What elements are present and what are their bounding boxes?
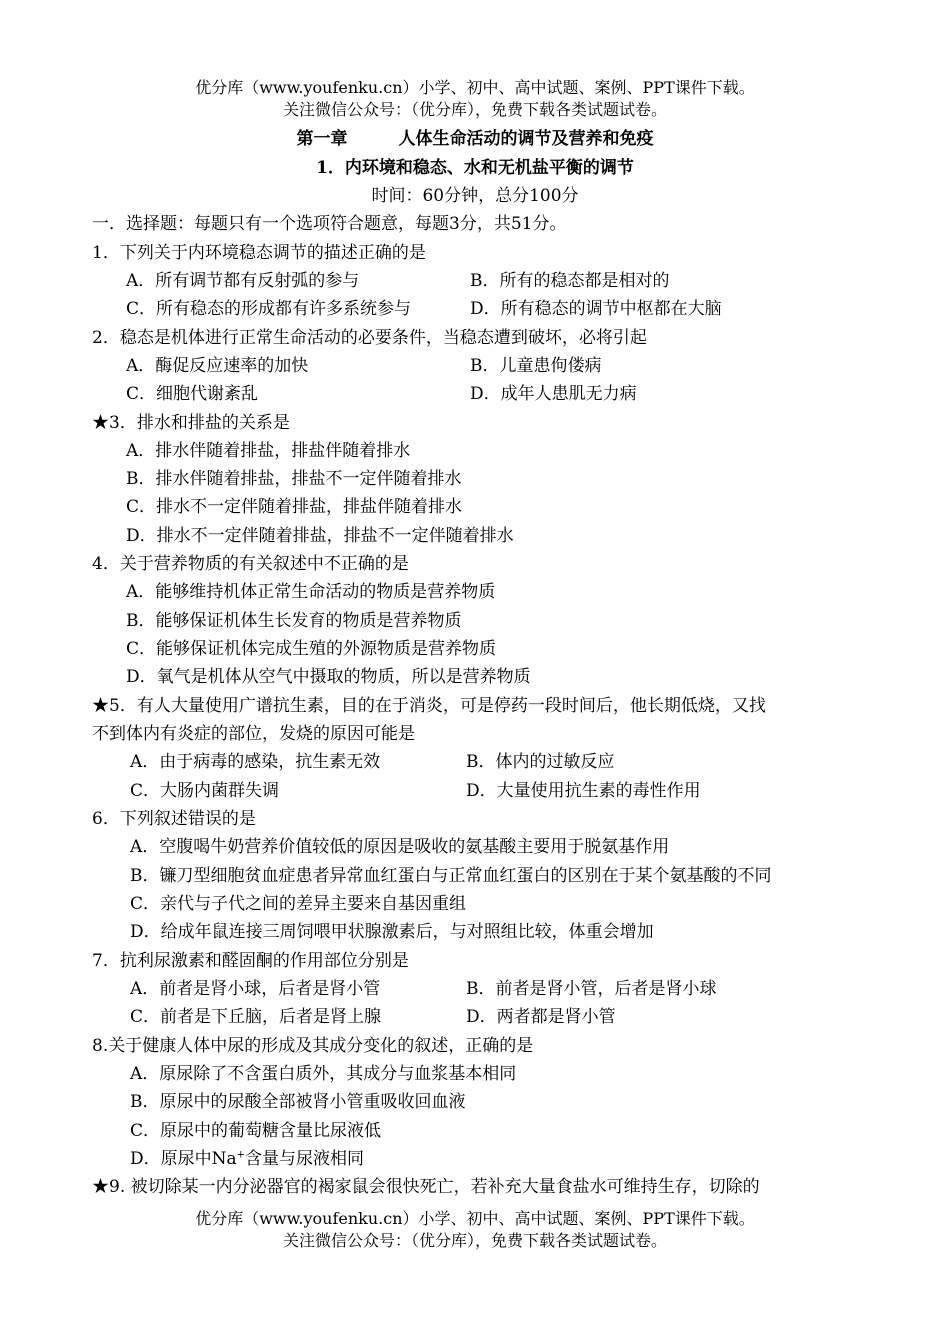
- q2-option-a: A．酶促反应速率的加快: [126, 356, 309, 376]
- question-2-stem: 2．稳态是机体进行正常生命活动的必要条件，当稳态遭到破坏，必将引起: [92, 328, 647, 348]
- q3-option-c: C．排水不一定伴随着排盐，排盐伴随着排水: [126, 497, 463, 517]
- q5-option-a: A．由于病毒的感染，抗生素无效: [130, 752, 381, 772]
- question-8-stem: 8.关于健康人体中尿的形成及其成分变化的叙述，正确的是: [92, 1036, 534, 1056]
- footer-line-2: 关注微信公众号：（优分库），免费下载各类试题试卷。: [282, 1231, 667, 1250]
- q3-option-b: B．排水伴随着排盐，排盐不一定伴随着排水: [126, 469, 462, 489]
- question-1-stem: 1．下列关于内环境稳态调节的描述正确的是: [92, 243, 426, 263]
- q1-option-d: D．所有稳态的调节中枢都在大脑: [470, 299, 722, 319]
- q8-option-d-prefix: D．原尿中Na: [130, 1149, 237, 1169]
- q7-option-c: C．前者是下丘脑，后者是肾上腺: [130, 1007, 382, 1027]
- q7-option-d: D．两者都是肾小管: [466, 1007, 616, 1027]
- q6-option-a: A．空腹喝牛奶营养价值较低的原因是吸收的氨基酸主要用于脱氨基作用: [130, 837, 670, 857]
- q1-option-c: C．所有稳态的形成都有许多系统参与: [126, 299, 412, 319]
- time-info: 时间：60分钟，总分100分: [371, 186, 579, 206]
- instructions: 一．选择题：每题只有一个选项符合题意，每题3分，共51分。: [92, 214, 567, 234]
- q1-option-b: B．所有的稳态都是相对的: [470, 271, 670, 291]
- q2-option-d: D．成年人患肌无力病: [470, 384, 637, 404]
- q4-option-a: A．能够维持机体正常生命活动的物质是营养物质: [126, 582, 496, 602]
- q7-option-b: B．前者是肾小管，后者是肾小球: [466, 979, 717, 999]
- q4-option-d: D．氧气是机体从空气中摄取的物质，所以是营养物质: [126, 667, 531, 687]
- q5-option-c: C．大肠内菌群失调: [130, 781, 280, 801]
- q6-option-d: D．给成年鼠连接三周饲喂甲状腺激素后，与对照组比较，体重会增加: [130, 922, 654, 942]
- q8-option-d: [130, 1148, 364, 1170]
- question-5-stem: ★5．有人大量使用广谱抗生素，目的在于消炎，可是停药一段时间后，他长期低烧，又找: [92, 696, 766, 716]
- q8-option-d-suffix: 含量与尿液相同: [245, 1149, 365, 1169]
- footer-line-1: 优分库（www.youfenku.cn）小学、初中、高中试题、案例、PPT课件下载。: [195, 1209, 755, 1228]
- header-line-1: 优分库（www.youfenku.cn）小学、初中、高中试题、案例、PPT课件下载。: [195, 78, 755, 97]
- chapter-title: 第一章 人体生命活动的调节及营养和免疫: [296, 129, 654, 149]
- q8-option-c: C．原尿中的葡萄糖含量比尿液低: [130, 1121, 382, 1141]
- q4-option-b: B．能够保证机体生长发育的物质是营养物质: [126, 611, 462, 631]
- question-5-stem-cont: 不到体内有炎症的部位，发烧的原因可能是: [92, 724, 415, 744]
- q7-option-a: A．前者是肾小球，后者是肾小管: [130, 979, 381, 999]
- q1-option-a: A．所有调节都有反射弧的参与: [126, 271, 360, 291]
- q6-option-b: B．镰刀型细胞贫血症患者异常血红蛋白与正常血红蛋白的区别在于某个氨基酸的不同: [130, 866, 772, 886]
- q8-option-a: A．原尿除了不含蛋白质外，其成分与血浆基本相同: [130, 1064, 517, 1084]
- q5-option-b: B．体内的过敏反应: [466, 752, 615, 772]
- question-7-stem: 7．抗利尿激素和醛固酮的作用部位分别是: [92, 951, 409, 971]
- section-title: 1．内环境和稳态、水和无机盐平衡的调节: [316, 158, 634, 178]
- q5-option-d: D．大量使用抗生素的毒性作用: [466, 781, 701, 801]
- q6-option-c: C．亲代与子代之间的差异主要来自基因重组: [130, 894, 467, 914]
- q3-option-a: A．排水伴随着排盐，排盐伴随着排水: [126, 441, 411, 461]
- question-3-stem: ★3．排水和排盐的关系是: [92, 413, 290, 433]
- q2-option-c: C．细胞代谢紊乱: [126, 384, 259, 404]
- question-9-stem: ★9. 被切除某一内分泌器官的褐家鼠会很快死亡，若补充大量食盐水可维持生存，切除的: [92, 1177, 760, 1197]
- question-6-stem: 6．下列叙述错误的是: [92, 809, 256, 829]
- q8-option-b: B．原尿中的尿酸全部被肾小管重吸收回血液: [130, 1092, 466, 1112]
- header-line-2: 关注微信公众号：（优分库），免费下载各类试题试卷。: [282, 100, 667, 119]
- q2-option-b: B．儿童患佝偻病: [470, 356, 602, 376]
- q8-option-d-superscript: +: [236, 1149, 246, 1161]
- q3-option-d: D．排水不一定伴随着排盐，排盐不一定伴随着排水: [126, 526, 514, 546]
- question-4-stem: 4．关于营养物质的有关叙述中不正确的是: [92, 554, 409, 574]
- q4-option-c: C．能够保证机体完成生殖的外源物质是营养物质: [126, 639, 497, 659]
